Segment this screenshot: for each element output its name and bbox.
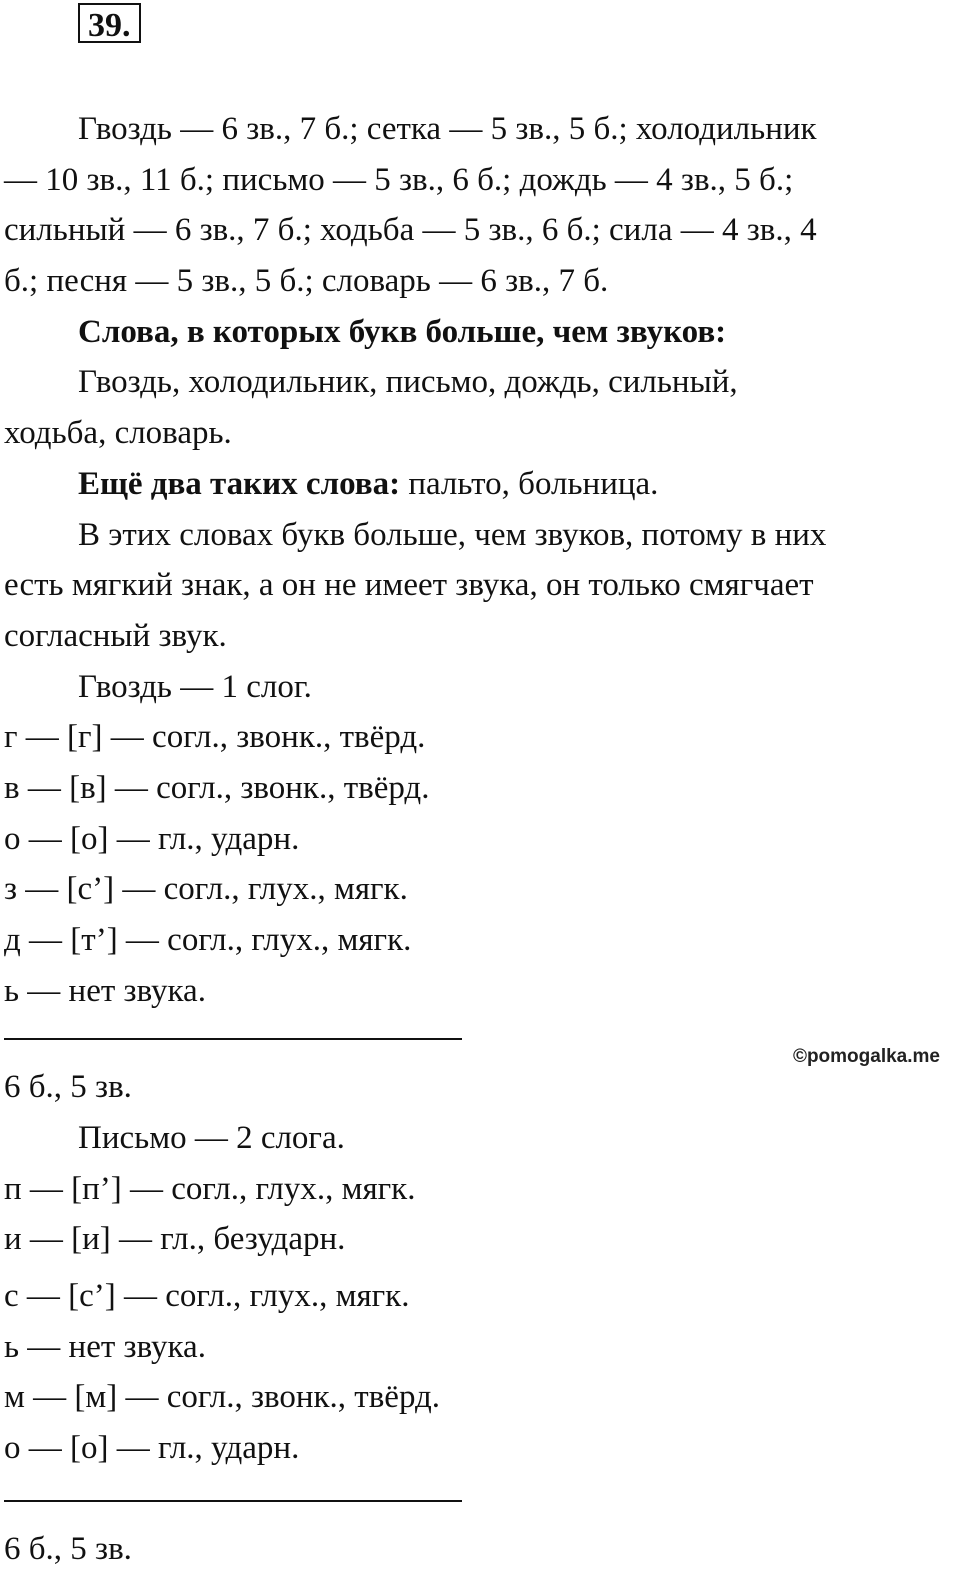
sound-row: ь — нет звука. bbox=[4, 972, 206, 1009]
watermark: ©pomogalka.me bbox=[792, 1046, 940, 1067]
two-more-text: пальто, больница. bbox=[400, 465, 659, 502]
words-line: Гвоздь, холодильник, письмо, дождь, сильный, bbox=[78, 364, 738, 401]
sound-row: г — [г] — согл., звонк., твёрд. bbox=[4, 719, 426, 756]
two-more-words bbox=[4, 459, 956, 510]
sound-row: и — [и] — гл., безударн. bbox=[4, 1221, 346, 1258]
word2-summary-block bbox=[4, 1524, 956, 1575]
sound-row: п — [п’] — согл., глух., мягк. bbox=[4, 1170, 416, 1207]
sound-row: з — [с’] — согл., глух., мягк. bbox=[4, 871, 408, 908]
sound-row: в — [в] — согл., звонк., твёрд. bbox=[4, 769, 430, 806]
sound-row: с — [с’] — согл., глух., мягк. bbox=[4, 1278, 410, 1315]
paragraph-line: — 10 зв., 11 б.; письмо — 5 зв., 6 б.; дождь — 4 зв., 5 б.; bbox=[4, 161, 794, 198]
two-more-label: Ещё два таких слова: bbox=[78, 465, 401, 502]
explanation-line: В этих словах букв больше, чем звуков, потому в них bbox=[78, 516, 827, 553]
words-line: ходьба, словарь. bbox=[4, 415, 232, 452]
word2-title: Письмо — 2 слога. bbox=[78, 1120, 345, 1156]
word1-title: Гвоздь — 1 слог. bbox=[78, 668, 312, 705]
paragraph-line: Гвоздь — 6 зв., 7 б.; сетка — 5 зв., 5 б.; холодильник bbox=[78, 111, 817, 147]
main-text bbox=[4, 104, 956, 1016]
divider-line bbox=[4, 1038, 462, 1040]
paragraph-line: сильный — 6 зв., 7 б.; ходьба — 5 зв., 6 б.; сила — 4 зв., 4 bbox=[4, 212, 817, 249]
paragraph-line: б.; песня — 5 зв., 5 б.; словарь — 6 зв., 7 б. bbox=[4, 263, 609, 300]
word2-block bbox=[4, 1113, 956, 1474]
heading-more-letters: Слова, в которых букв больше, чем звуков: bbox=[78, 313, 727, 350]
explanation-line: согласный звук. bbox=[4, 617, 227, 654]
sound-row: м — [м] — согл., звонк., твёрд. bbox=[4, 1379, 441, 1416]
task-number: 39. bbox=[78, 3, 141, 43]
sound-row: ь — нет звука. bbox=[4, 1328, 206, 1365]
word1-summary-block bbox=[4, 1062, 956, 1113]
sound-row: о — [о] — гл., ударн. bbox=[4, 820, 300, 857]
explanation-line: есть мягкий знак, а он не имеет звука, он только смягчает bbox=[4, 567, 814, 604]
word1-summary: 6 б., 5 зв. bbox=[4, 1069, 132, 1105]
sound-row: д — [т’] — согл., глух., мягк. bbox=[4, 922, 412, 958]
divider-line bbox=[4, 1500, 462, 1502]
word2-summary: 6 б., 5 зв. bbox=[4, 1531, 132, 1567]
sound-row: о — [о] — гл., ударн. bbox=[4, 1430, 300, 1467]
